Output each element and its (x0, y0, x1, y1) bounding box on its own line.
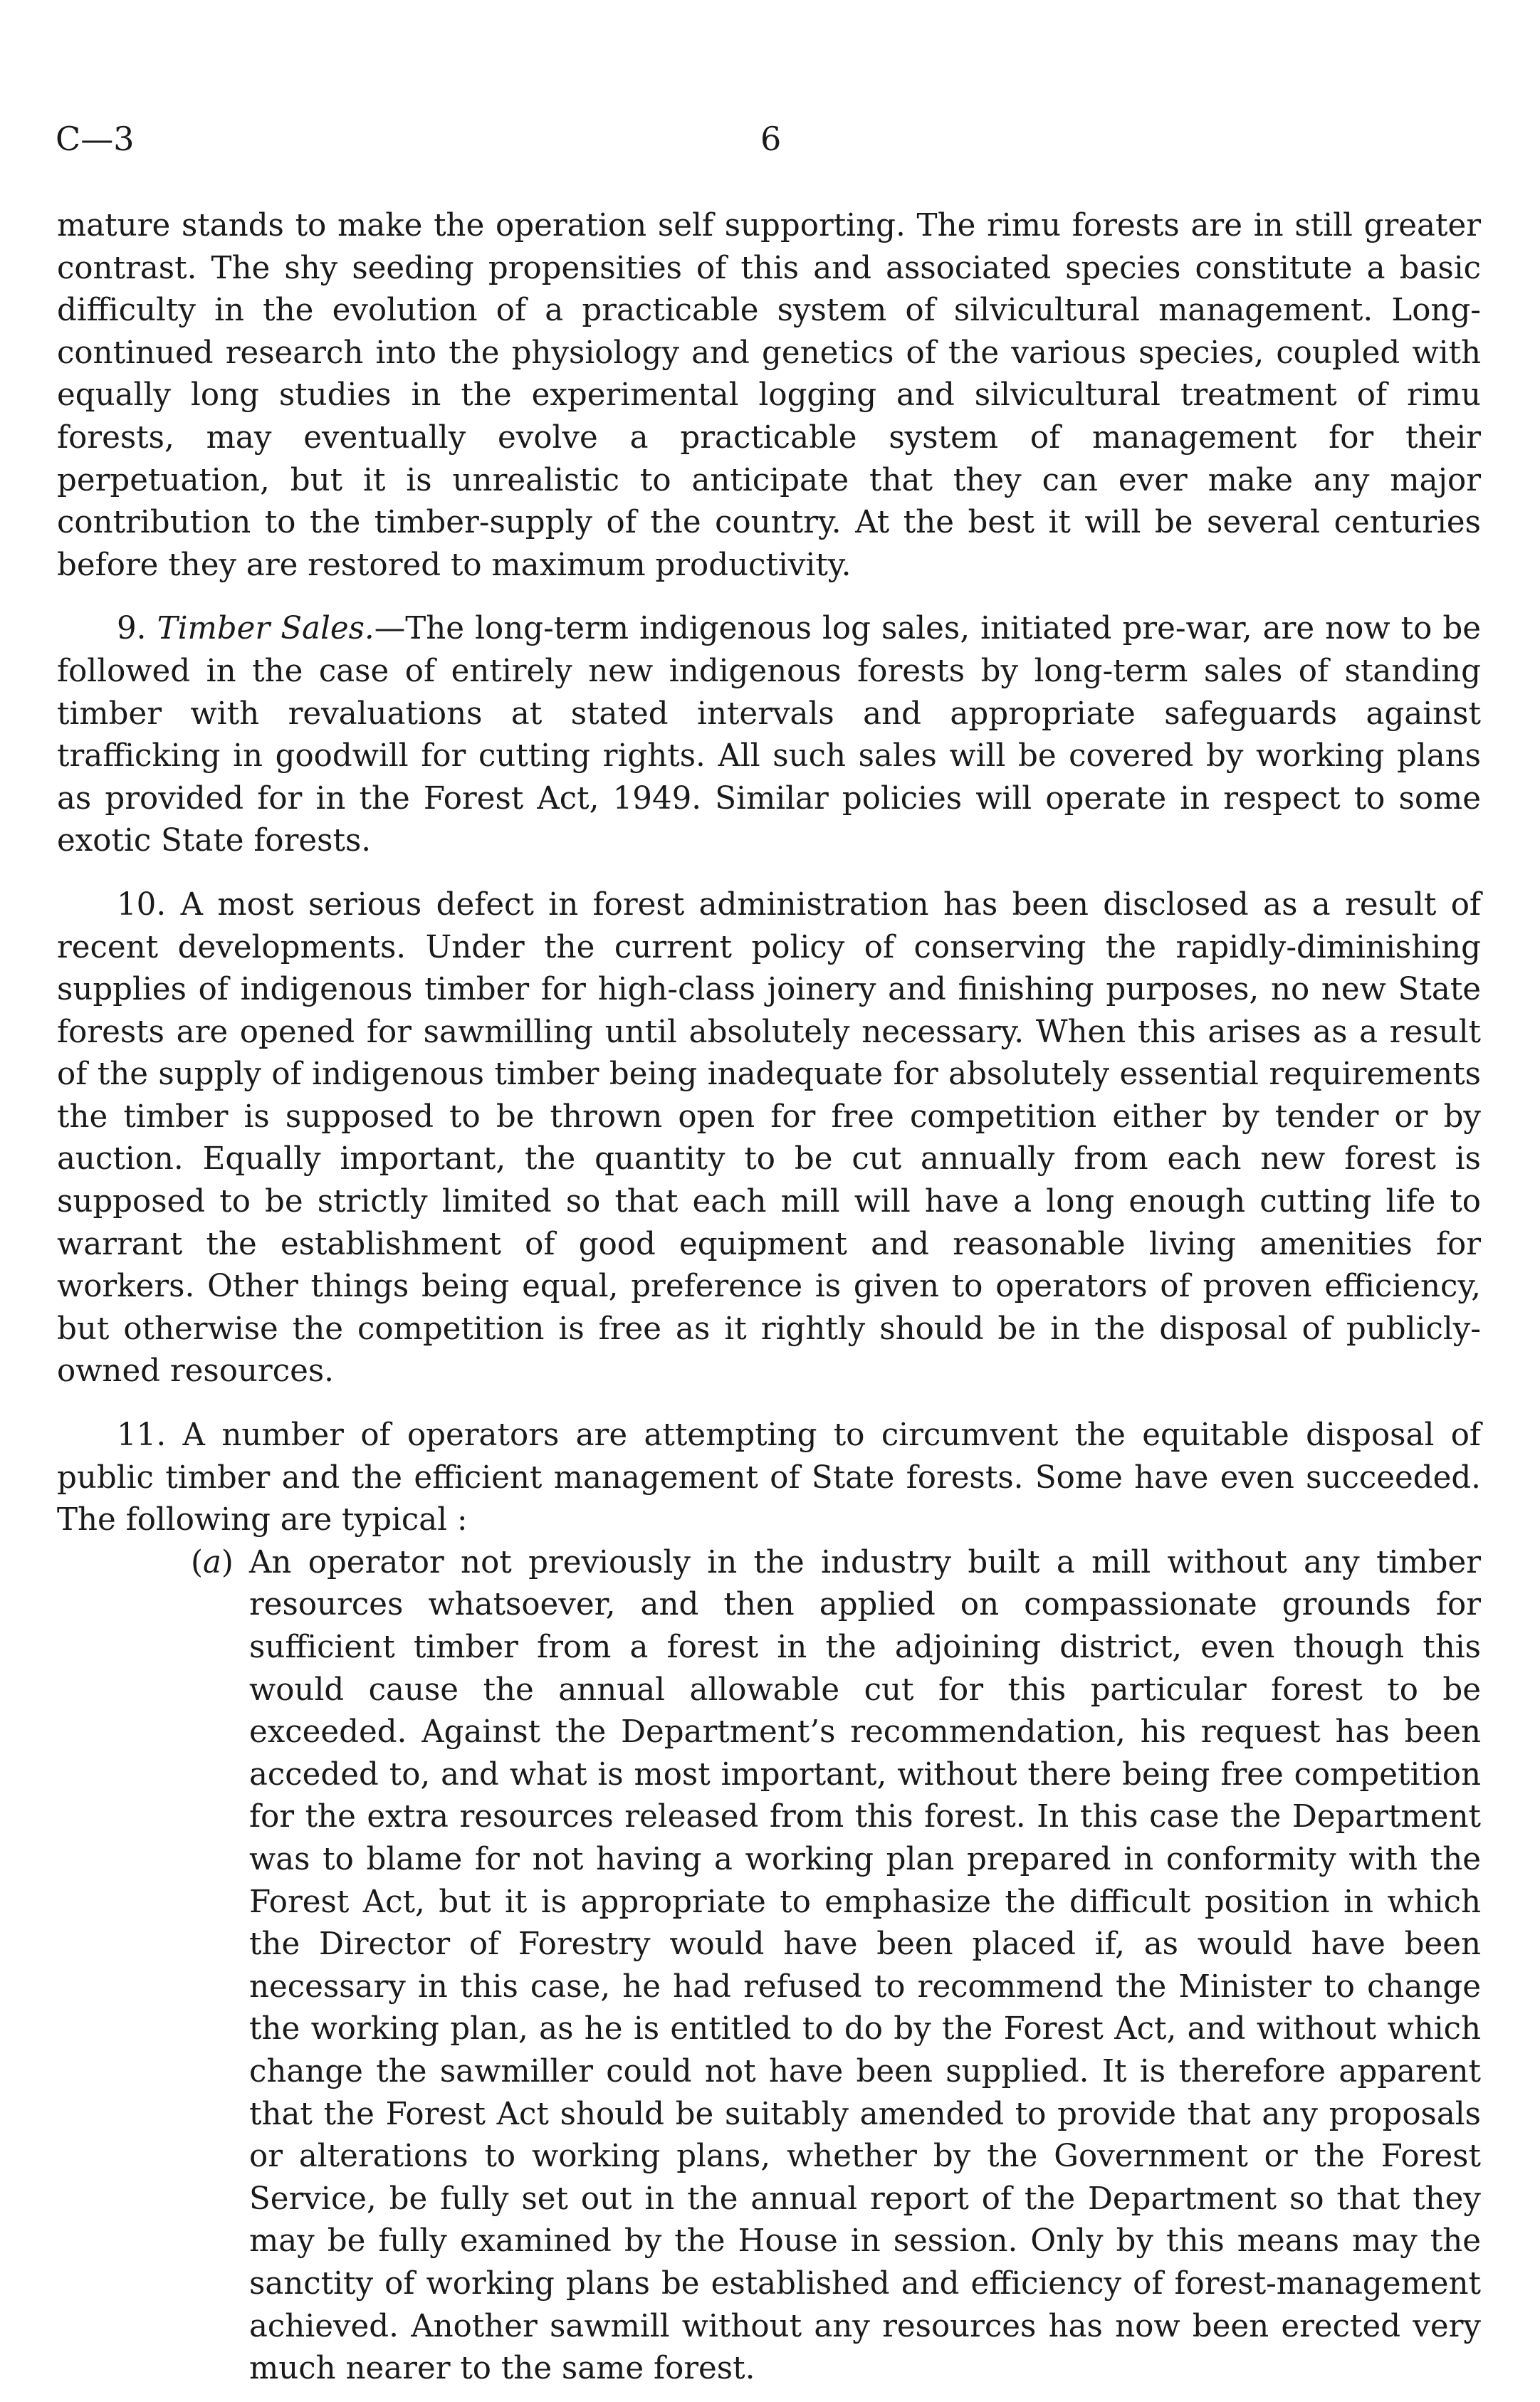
list-marker-open-paren: ( (191, 1544, 203, 1580)
paragraph-text: mature stands to make the operation self supporting. The rimu forests are in still greater contrast. The shy seeding propensities of this and associated species constitute a basic difficulty in the evolution of a practicable system of silvicultural management. Long-continued research into the physiology and genetics of the various species, coupled with equally long studies in the experimental logging and silvicultural treatment of rimu forests, may eventually evolve a practicable system of management for their perpetuation, but it is unrealistic to anticipate that they can ever make any major contribution to the timber-supply of the country. At the best it will be several centuries before they are restored to maximum productivity. (57, 208, 1481, 583)
paragraph-number: 10. (117, 886, 167, 923)
paragraph-heading: Timber Sales. (157, 611, 374, 647)
paragraph-9 (57, 608, 1481, 863)
paragraph-text: A most serious defect in forest administration has been disclosed as a result of recent developments. Under the current policy of conserving the rapidly-diminishing supplies of indigenous timber for high-class joinery and finishing purposes, no new State forests are opened for sawmilling until absolutely necessary. When this arises as a result of the supply of indigenous timber being inadequate for absolutely essential requirements the timber is supposed to be thrown open for free competition either by tender or by auction. Equally important, the quantity to be cut annually from each new forest is supposed to be strictly limited so that each mill will have a long enough cutting life to warrant the establishment of good equipment and reasonable living amenities for workers. Other things being equal, preference is given to operators of proven efficiency, but otherwise the competition is free as it rightly should be in the disposal of publicly-owned resources. (57, 886, 1481, 1390)
page-number: 6 (760, 120, 782, 158)
typical-cases-list (57, 1542, 1481, 2391)
paragraph-11 (57, 1415, 1481, 1542)
paragraph-text: —The long-term indigenous log sales, initiated pre-war, are now to be followed in the case of entirely new indigenous forests by long-term sales of standing timber with revaluations at stated intervals and appropriate safeguards against trafficking in goodwill for cutting rights. All such sales will be covered by working plans as provided for in the Forest Act, 1949. Similar policies will operate in respect to some exotic State forests. (57, 611, 1481, 859)
paragraph-number: 11. (117, 1417, 167, 1454)
body-text (57, 205, 1481, 2391)
document-code: C—3 (56, 120, 135, 158)
list-marker-close-paren: ) (221, 1544, 234, 1580)
paragraph-number: 9. (117, 611, 147, 647)
list-marker-letter: a (202, 1544, 221, 1580)
paragraph-continued (57, 205, 1481, 587)
list-item (57, 1542, 1481, 2391)
list-item-marker (191, 1542, 234, 1585)
paragraph-10 (57, 884, 1481, 1393)
list-item-text: An operator not previously in the industry built a mill without any timber resources whatsoever, and then applied on compassionate grounds for sufficient timber from a forest in the adjoining district, even though this would cause the annual allowable cut for this particular forest to be exceeded. Against the Department’s recommendation, his request has been acceded to, and what is most important, without there being free competition for the extra resources released from this forest. In this case the Department was to blame for not having a working plan prepared in conformity with the Forest Act, but it is appropriate to emphasize the difficult position in which the Director of Forestry would have been placed if, as would have been necessary in this case, he had refused to recommend the Minister to change the working plan, as he is entitled to do by the Forest Act, and without which change the sawmiller could not have been supplied. It is therefore apparent that the Forest Act should be suitably amended to provide that any proposals or alterations to working plans, whether by the Government or the Forest Service, be fully set out in the annual report of the Department so that they may be fully examined by the House in session. Only by this means may the sanctity of working plans be established and efficiency of forest-management achieved. Another sawmill without any resources has now been erected very much nearer to the same forest. (249, 1544, 1481, 2387)
page-header (56, 114, 1484, 164)
paragraph-text: A number of operators are attempting to circumvent the equitable disposal of public timber and the efficient management of State forests. Some have even succeeded. The following are typical : (57, 1417, 1482, 1538)
